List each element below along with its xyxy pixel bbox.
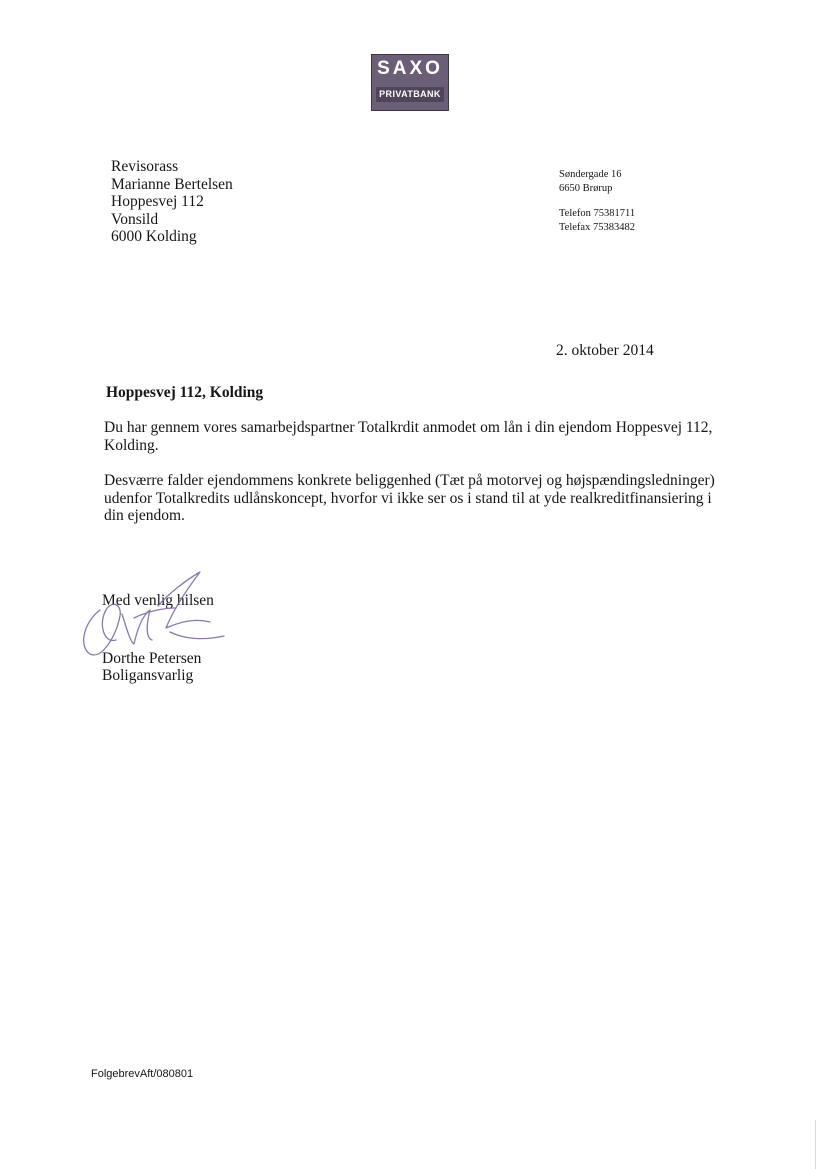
sender-phone: Telefon 75381711 [559, 208, 636, 219]
recipient-line: Vonsild [111, 210, 159, 228]
document-code: FolgebrevAft/080801 [91, 1068, 194, 1080]
sender-contact [559, 207, 635, 234]
logo-brand: SAXO [377, 58, 443, 79]
handwritten-signature [76, 566, 236, 662]
sender-details [559, 168, 635, 234]
body-paragraph-1 [104, 419, 712, 454]
sender-fax: Telefax 75383482 [559, 221, 635, 233]
body-line: Desværre falder ejendommens konkrete beliggenhed (Tæt på motorvej og højspændingsledninger) [104, 472, 715, 489]
body-line: Kolding. [104, 436, 159, 454]
letter-date: 2. oktober 2014 [556, 342, 654, 359]
saxo-privatbank-logo [371, 54, 449, 111]
sender-street: Søndergade 16 [559, 169, 622, 180]
sender-city: 6650 Brørup [559, 182, 613, 194]
recipient-line: Revisorass [111, 158, 179, 175]
recipient-line: Hoppesvej 112 [111, 193, 204, 210]
body-line: din ejendom. [104, 507, 185, 524]
signatory-name: Dorthe Petersen [102, 650, 202, 667]
recipient-line: Marianne Bertelsen [111, 175, 233, 193]
body-line: Du har gennem vores samarbejdspartner Totalkrdit anmodet om lån i din ejendom Hoppesvej 112, [104, 419, 713, 436]
letter-subject: Hoppesvej 112, Kolding [106, 384, 264, 401]
page-edge-line [815, 1120, 816, 1169]
closing-greeting: Med venlig hilsen [102, 592, 214, 609]
recipient-address [111, 158, 233, 246]
logo-tagline: PRIVATBANK [376, 87, 444, 102]
signatory-title: Boligansvarlig [102, 667, 194, 684]
body-paragraph-2 [104, 472, 715, 525]
body-line: udenfor Totalkredits udlånskoncept, hvorfor vi ikke ser os i stand til at yde realkreditfinansiering i [104, 489, 712, 507]
recipient-line: 6000 Kolding [111, 228, 197, 245]
